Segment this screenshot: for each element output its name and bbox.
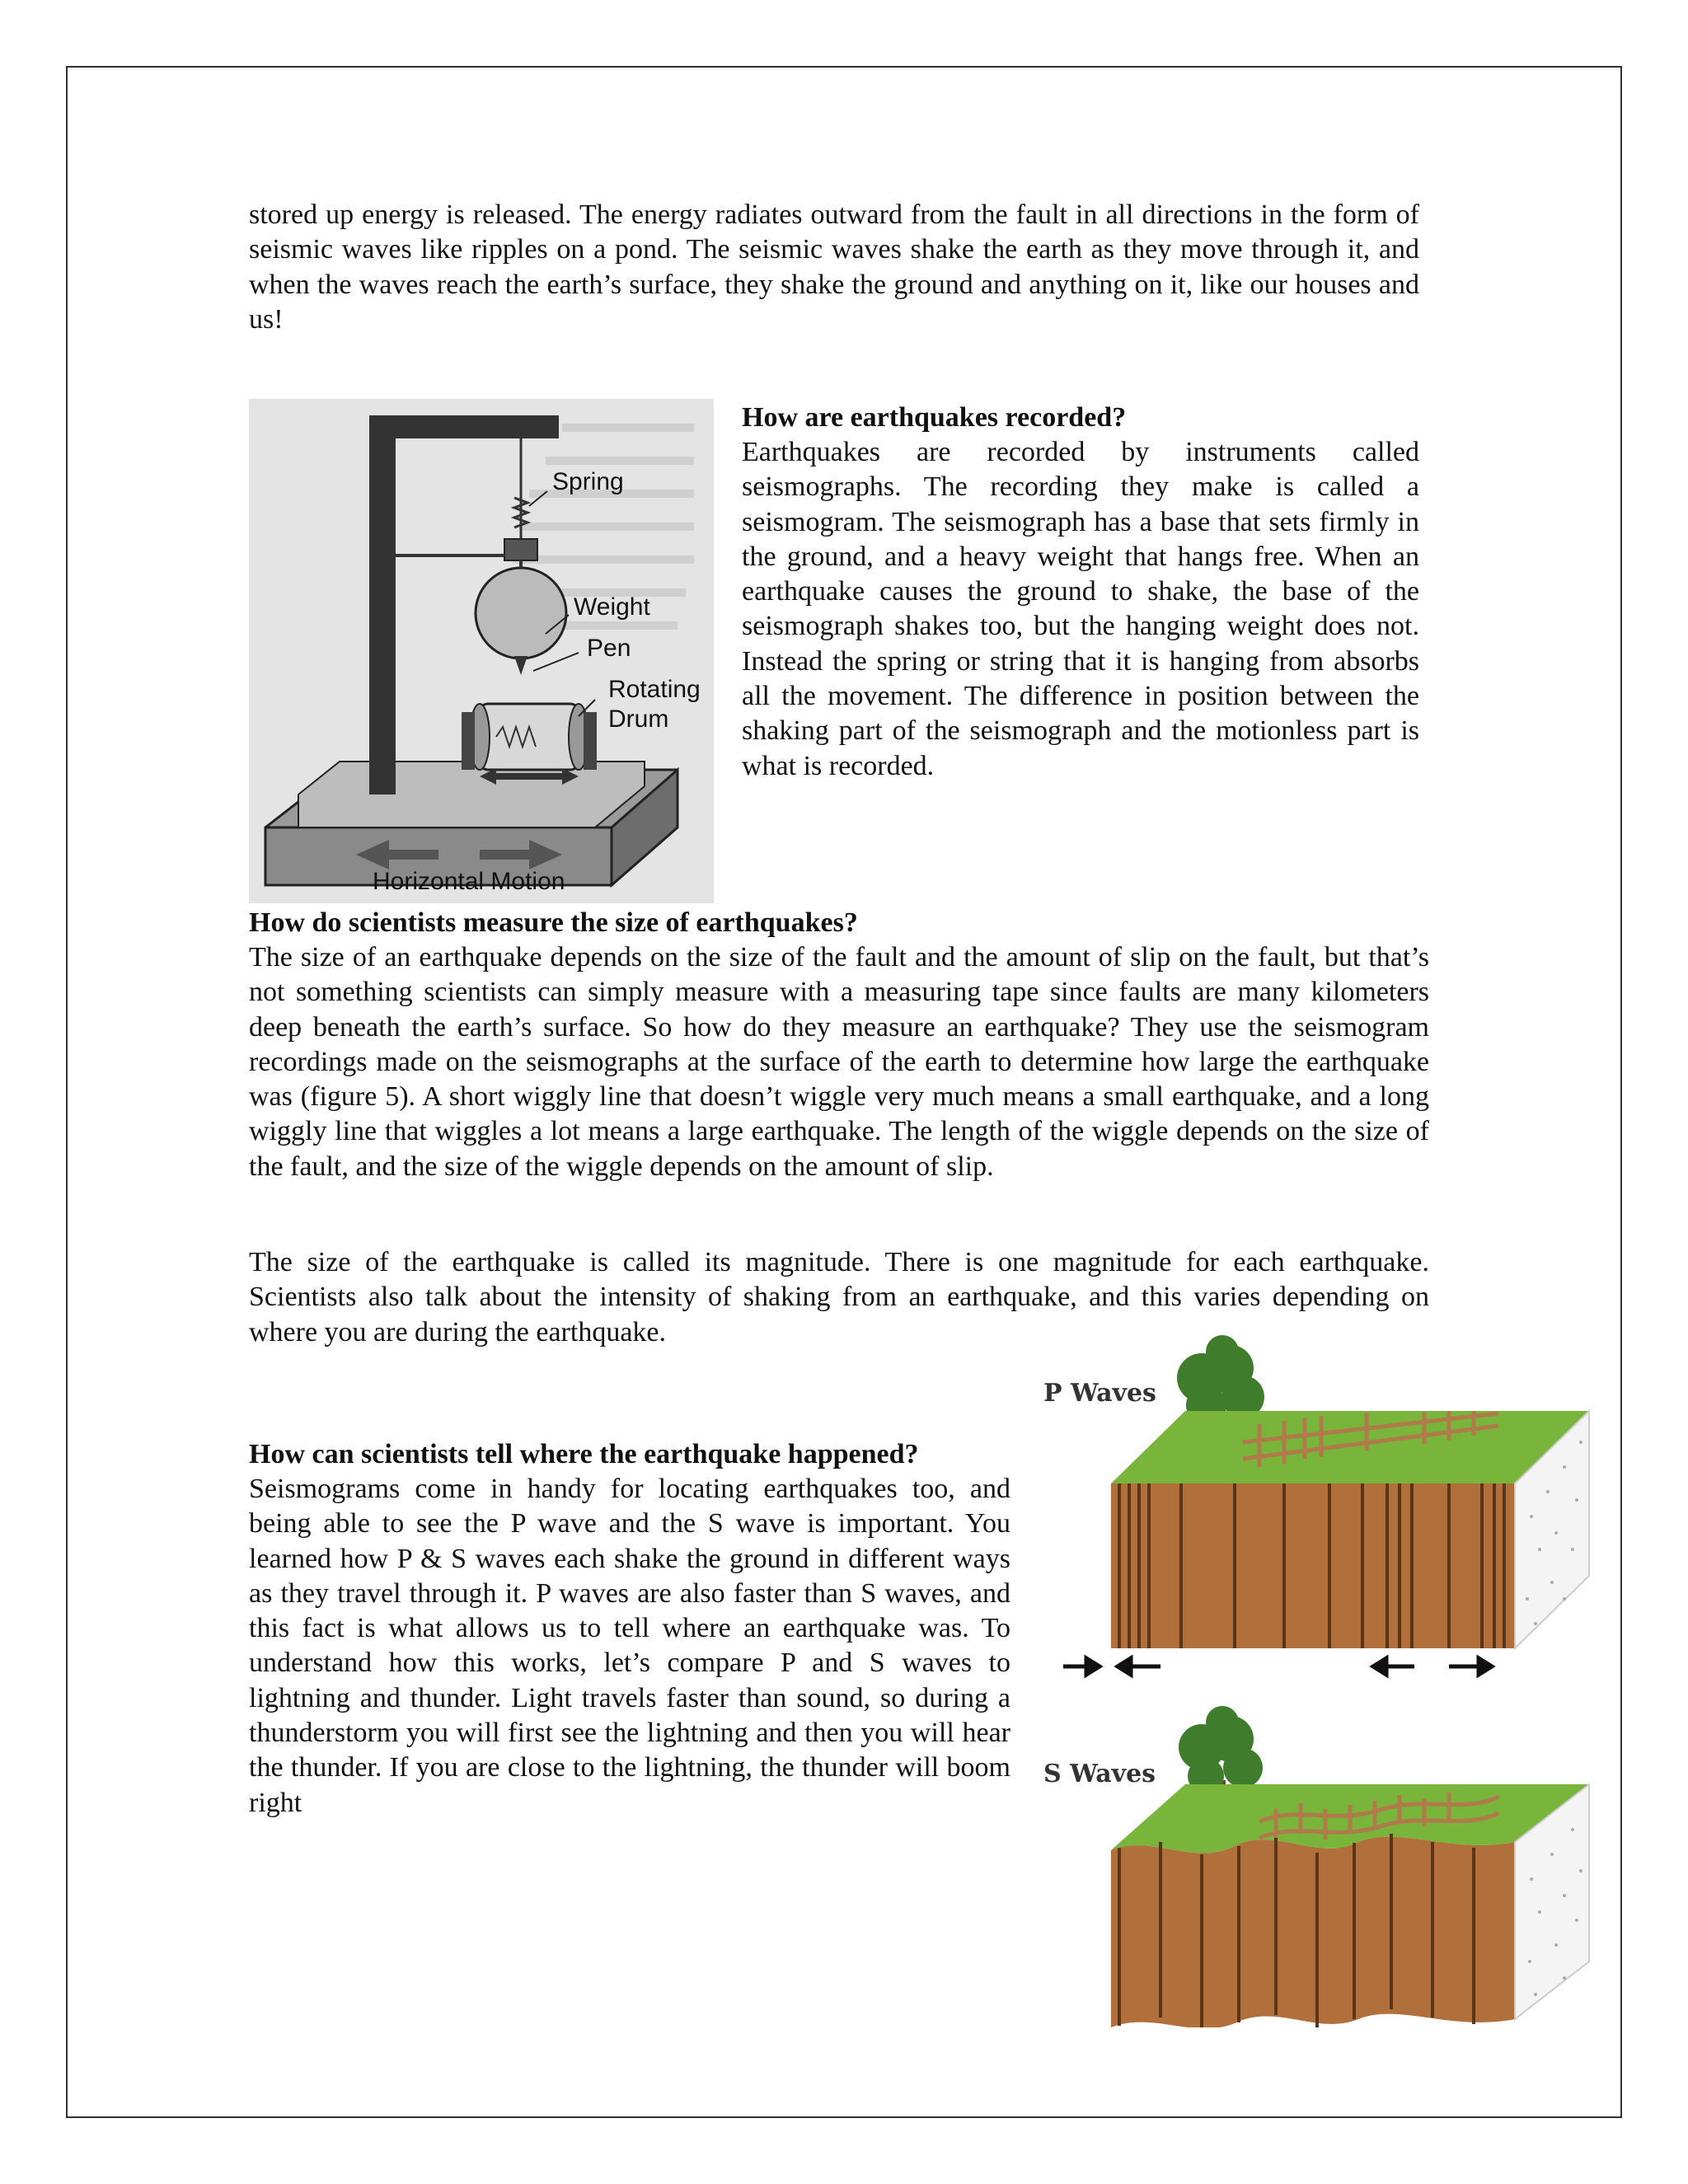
- recorded-paragraph: Earthquakes are recorded by instruments called seismographs. The recording they make is called a seismogram. The seismograph has a base that sets firmly in the ground, and a heavy weight that hangs free. When an earthquake causes the ground to shake, the base of the seismograph shakes too, but the hanging weight does not. Instead the spring or string that it is hanging from absorbs all the movement. The difference in position between the shaking part of the seismograph and the motionless part is what is recorded.: [742, 437, 1419, 781]
- p-waves-label: P Waves: [1043, 1379, 1156, 1408]
- label-horizontal-motion: Horizontal Motion: [373, 868, 565, 895]
- measure-paragraph-2: The size of the earthquake is called its magnitude. There is one magnitude for each earthquake. Scientists also talk about the intensity of shaking from an earthquake, and this varies depending on where you are during the earthquake.: [249, 1247, 1429, 1347]
- label-weight: Weight: [574, 593, 650, 621]
- pwave-swave-figure: [1037, 1335, 1597, 2027]
- label-pen: Pen: [587, 635, 631, 662]
- heading-measure: How do scientists measure the size of earthquakes?: [249, 907, 858, 938]
- heading-recorded: How are earthquakes recorded?: [742, 402, 1127, 433]
- label-drum: Drum: [608, 705, 669, 733]
- measure-paragraph-1: The size of an earthquake depends on the size of the fault and the amount of slip on the fault, but that’s not something scientists can simply measure with a measuring tape since faults are many kilometers deep beneath the earth’s surface. So how do they measure an earthquake? They use the seismogram recordings made on the seismographs at the surface of the earth to determine how large the earthquake was (figure 5). A short wiggly line that doesn’t wiggle very much means a small earthquake, and a long wiggly line that wiggles a lot means a large earthquake. The length of the wiggle depends on the size of the fault, and the size of the wiggle depends on the amount of slip.: [249, 942, 1429, 1182]
- label-spring: Spring: [552, 468, 624, 495]
- seismograph-figure: [249, 399, 714, 903]
- heading-where: How can scientists tell where the earthquake happened?: [249, 1439, 919, 1469]
- label-rotating: Rotating: [608, 676, 701, 703]
- s-waves-label: S Waves: [1043, 1760, 1156, 1788]
- where-paragraph: Seismograms come in handy for locating earthquakes too, and being able to see the P wave and the S wave is important. You learned how P & S waves each shake the ground in different ways as they travel through it. P waves are also faster than S waves, and this fact is what allows us to tell where an earthquake was. To understand how this works, let’s compare P and S waves to lightning and thunder. Light travels faster than sound, so during a thunderstorm you will first see the lightning and then you will hear the thunder. If you are close to the lightning, the thunder will boom right: [249, 1474, 1010, 1818]
- intro-paragraph: stored up energy is released. The energy radiates outward from the fault in all directions in the form of seismic waves like ripples on a pond. The seismic waves shake the earth as they move through it, and when the waves reach the earth’s surface, they shake the ground and anything on it, like our houses and us!: [249, 199, 1419, 335]
